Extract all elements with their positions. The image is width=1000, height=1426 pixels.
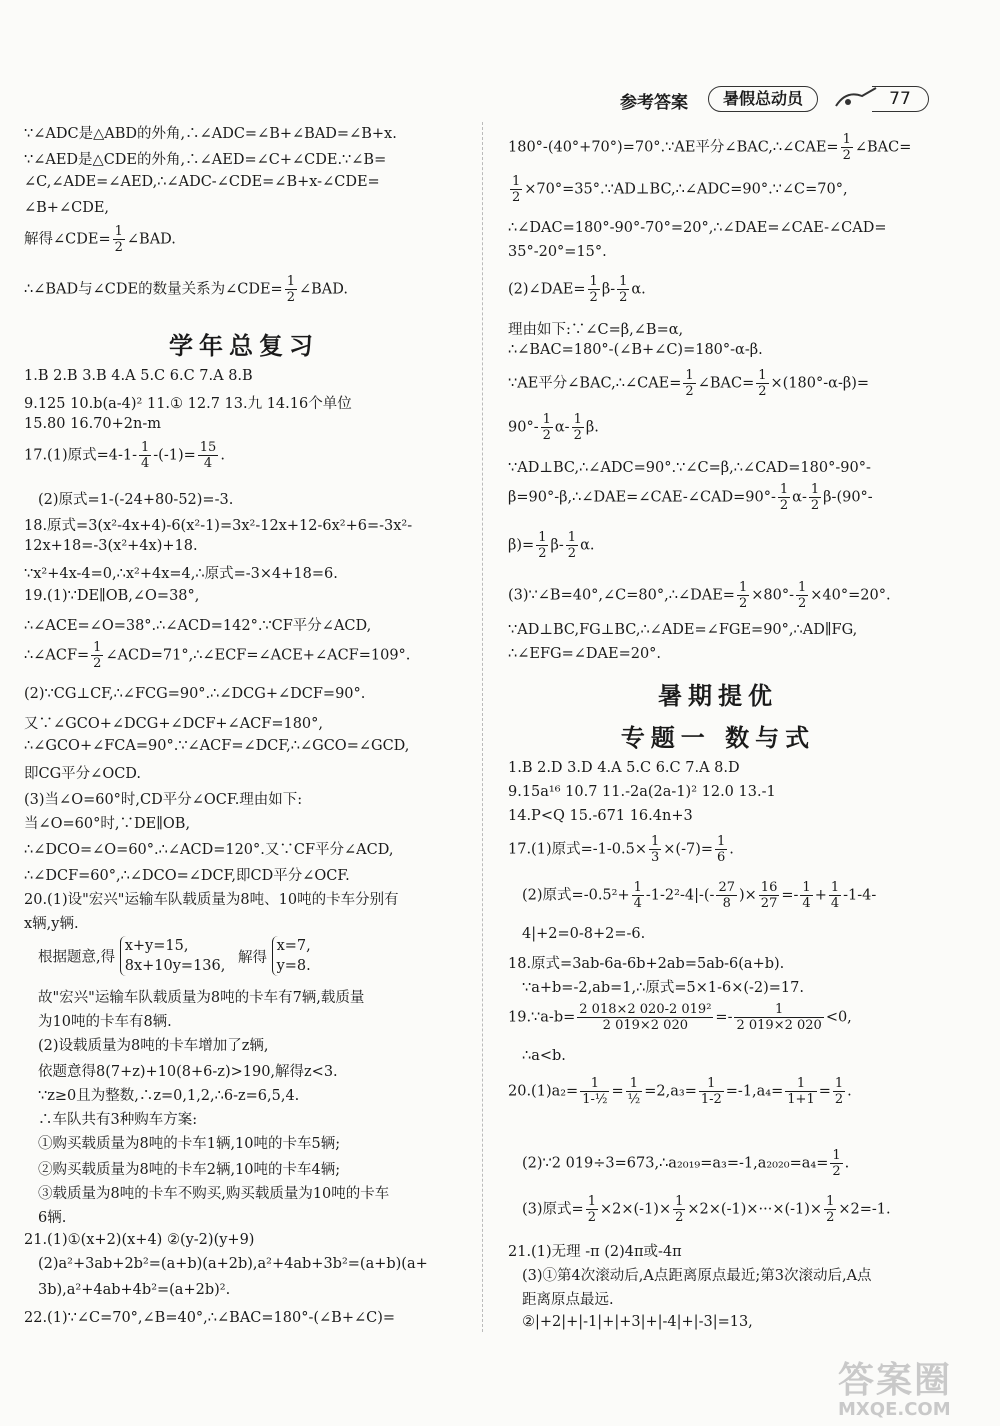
fraction: $\frac{27}{8}$ xyxy=(718,880,735,911)
answer-row: 1.B 2.D 3.D 4.A 5.C 6.C 7.A 8.D xyxy=(508,760,740,776)
text-line: ∴∠ACE=∠O=38°.∴∠ACD=142°.∵CF平分∠ACD, xyxy=(24,618,372,634)
text-line: β)= $\frac{1}{2}$ β- $\frac{1}{2}$ α. xyxy=(508,530,595,561)
header-series-title: 暑假总动员 xyxy=(708,86,818,112)
text-line: ∠C,∠ADE=∠AED,∴∠ADC-∠CDE=∠B+x-∠CDE= xyxy=(24,174,380,190)
text-line: (2)设载质量为8吨的卡车增加了z辆, xyxy=(38,1038,269,1054)
fraction: $\frac{1}{2}$ xyxy=(832,1148,841,1179)
text-line: ∵z≥0且为整数,∴z=0,1,2,∴6-z=6,5,4. xyxy=(38,1088,300,1104)
fraction: $\frac{1}{2}$ xyxy=(826,1194,835,1225)
fraction: $\frac{1}{2}$ xyxy=(587,1194,596,1225)
text-line: (2)∠DAE= $\frac{1}{2}$ β- $\frac{1}{2}$ α. xyxy=(508,274,646,305)
text-line: 当∠O=60°时,∵DE∥OB, xyxy=(24,816,191,832)
fraction: $\frac{1}{2}$ xyxy=(758,368,767,399)
text-line: (3)①第4次滚动后,A点距离原点最近;第3次滚动后,A点 xyxy=(522,1268,872,1284)
text-line: 22.(1)∵∠C=70°,∠B=40°,∴∠BAC=180°-(∠B+∠C)= xyxy=(24,1310,396,1326)
answer-row: 15.80 16.70+2n-m xyxy=(24,416,161,432)
section-title: 暑期提优 xyxy=(658,682,778,710)
watermark-logo: 答案圈 MXQE.COM xyxy=(838,1360,953,1420)
fraction: $\frac{1}{2}$ xyxy=(619,274,628,305)
text-line: ③载质量为8吨的卡车不购买,购买载质量为10吨的卡车 xyxy=(38,1186,390,1202)
text-line: ②购买载质量为8吨的卡车2辆,10吨的卡车4辆; xyxy=(38,1162,341,1178)
fraction: $\frac{1}{2}$ xyxy=(567,530,577,561)
fraction: $\frac{1}{2}$ xyxy=(685,368,694,399)
fraction: $\frac{1}{4}$ xyxy=(633,880,642,911)
fraction: $\frac{1}{2}$ xyxy=(834,1076,844,1107)
text-line: ①购买载质量为8吨的卡车1辆,10吨的卡车5辆; xyxy=(38,1136,341,1152)
text-line: (2)a²+3ab+2b²=(a+b)(a+2b),a²+4ab+3b²=(a+b)(a+ xyxy=(38,1256,428,1272)
text-line: ∴∠DCF=60°,∴∠DCO=∠DCF,即CD平分∠OCF. xyxy=(24,868,350,884)
section-title: 学年总复习 xyxy=(169,332,319,360)
text-line: x辆,y辆. xyxy=(24,916,79,932)
text-line: ∵AE平分∠BAC,∴∠CAE= $\frac{1}{2}$ ∠BAC= $\frac{1}{2}$ ×(180°-α-β)= xyxy=(508,368,870,399)
fraction: $\frac{1}{2}$ xyxy=(589,274,598,305)
answer-row: 9.125 10.b(a-4)² 11.① 12.7 13.九 14.16个单位 xyxy=(24,396,352,412)
text-line: 距离原点最远. xyxy=(522,1292,614,1308)
page-header xyxy=(600,86,930,114)
text-line: (2)∵2 019÷3=673,∴a₂₀₁₉=a₃=-1,a₂₀₂₀=a₄= $\frac{1}{2}$ . xyxy=(522,1148,850,1179)
text-line: ②|+2|+|-1|+|+3|+|-4|+|-3|=13, xyxy=(522,1314,753,1330)
answer-row: 1.B 2.B 3.B 4.A 5.C 6.C 7.A 8.B xyxy=(24,368,253,384)
text-line: ∴∠BAC=180°-(∠B+∠C)=180°-α-β. xyxy=(508,342,763,358)
text-line: (3)原式= $\frac{1}{2}$ ×2×(-1)× $\frac{1}{2}$ ×2×(-1)×···×(-1)× $\frac{1}{2}$ ×2=-1. xyxy=(522,1194,891,1225)
fraction: $\frac{1}{2}$ xyxy=(797,580,807,611)
text-line: (2)∵CG⊥CF,∴∠FCG=90°.∴∠DCG+∠DCF=90°. xyxy=(24,686,366,702)
text-line: (2)原式=1-(-24+80-52)=-3. xyxy=(38,492,234,508)
column-divider xyxy=(482,122,483,1332)
text-line: 20.(1)设"宏兴"运输车队载质量为8吨、10吨的卡车分别有 xyxy=(24,892,399,908)
fraction: $\frac{1}{2}$ xyxy=(675,1194,684,1225)
text-line: 21.(1)①(x+2)(x+4) ②(y-2)(y+9) xyxy=(24,1232,255,1248)
text-line: 故"宏兴"运输车队载质量为8吨的卡车有7辆,载质量 xyxy=(38,990,365,1006)
text-line: 21.(1)无理 -π (2)4π或-4π xyxy=(508,1244,682,1260)
text-line: ∵∠AED是△CDE的外角,∴∠AED=∠C+∠CDE.∵∠B= xyxy=(24,152,387,168)
text-line: 17.(1)原式=4-1- $\frac{1}{4}$ -(-1)= $\frac{15}{4}$ . xyxy=(24,440,225,471)
text-line: ∴车队共有3种购车方案: xyxy=(38,1112,198,1128)
text-line: β=90°-β,∴∠DAE=∠CAE-∠CAD=90°- $\frac{1}{2}$ α- $\frac{1}{2}$ β-(90°- xyxy=(508,482,873,513)
fraction: $\frac{1}{2}$ xyxy=(779,482,789,513)
text-line: 18.原式=3(x²-4x+4)-6(x²-1)=3x²-12x+12-6x²+6=-3x²- xyxy=(24,518,413,534)
fraction: $\frac{1}{6}$ xyxy=(717,834,726,865)
fraction: $\frac{1}{1-2}$ xyxy=(700,1076,722,1107)
fraction: $\frac{1}{2 019\times 2 020}$ xyxy=(736,1002,822,1033)
text-line: ∴∠BAD与∠CDE的数量关系为∠CDE= $\frac{1}{2}$ ∠BAD. xyxy=(24,274,348,305)
text-line: ∵AD⊥BC,FG⊥BC,∴∠ADE=∠FGE=90°,∴AD∥FG, xyxy=(508,622,858,638)
fraction: $\frac{1}{2}$ xyxy=(738,580,748,611)
fraction: $\frac{1}{2}$ xyxy=(286,274,295,305)
fraction: $\frac{1}{2}$ xyxy=(538,530,547,561)
fraction: $\frac{1}{4}$ xyxy=(830,880,840,911)
text-line: ∴∠DAC=180°-90°-70°=20°,∴∠DAE=∠CAE-∠CAD= xyxy=(508,220,887,236)
text-line: ∵a+b=-2,ab=1,∴原式=5×1-6×(-2)=17. xyxy=(522,980,804,996)
page-number: 77 xyxy=(872,86,929,112)
text-line: ∴∠EFG=∠DAE=20°. xyxy=(508,646,662,662)
text-line: ∴a<b. xyxy=(522,1048,566,1064)
text-line: 解得∠CDE= $\frac{1}{2}$ ∠BAD. xyxy=(24,224,176,255)
text-line: 35°-20°=15°. xyxy=(508,244,607,260)
text-line: 理由如下:∵∠C=β,∠B=α, xyxy=(508,322,684,338)
text-line: 20.(1)a₂= $\frac{1}{\text{1-½}}$ = $\frac{1}{\text{½}}$ =2,a₃= $\frac{1}{1-2}$ =-1,a₄= $\frac{1}{1+1}$ = $\frac{1}{2}$ . xyxy=(508,1076,852,1107)
text-line: 18.原式=3ab-6a-6b+2ab=5ab-6(a+b). xyxy=(508,956,785,972)
text-line: (3)∵∠B=40°,∠C=80°,∴∠DAE= $\frac{1}{2}$ ×80°- $\frac{1}{2}$ ×40°=20°. xyxy=(508,580,891,611)
text-line: (3)当∠O=60°时,CD平分∠OCF.理由如下: xyxy=(24,792,303,808)
text-line: 依题意得8(7+z)+10(8+6-z)>190,解得z<3. xyxy=(38,1064,338,1080)
text-line: 4|+2=0-8+2=-6. xyxy=(522,926,646,942)
fraction: $\frac{1}{2}$ xyxy=(93,640,102,671)
fraction: $\frac{1}{2}$ xyxy=(573,412,582,443)
text-line: ∵x²+4x-4=0,∴x²+4x=4,∴原式=-3×4+18=6. xyxy=(24,566,338,582)
fraction: $\frac{1}{\text{½}}$ xyxy=(627,1076,641,1107)
text-line: ∴∠GCO+∠FCA=90°.∵∠ACF=∠DCF,∴∠GCO=∠GCD, xyxy=(24,738,410,754)
text-line: ∴∠DCO=∠O=60°.∴∠ACD=120°.又∵CF平分∠ACD, xyxy=(24,842,394,858)
text-line: $\frac{1}{2}$ ×70°=35°.∵AD⊥BC,∴∠ADC=90°.∵∠C=70°, xyxy=(512,174,848,205)
header-answers-label: 参考答案 xyxy=(620,93,688,113)
equation-system: 根据题意,得 x+y=15, 8x+10y=136, 解得 x=7, y=8. xyxy=(38,938,311,974)
fraction: $\frac{1}{4}$ xyxy=(802,880,811,911)
fraction: $\frac{1}{\text{1-½}}$ xyxy=(582,1076,608,1107)
answer-row: 9.15a¹⁶ 10.7 11.-2a(2a-1)² 12.0 13.-1 xyxy=(508,784,776,800)
fraction: $\frac{15}{4}$ xyxy=(199,440,217,471)
fraction: $\frac{1}{3}$ xyxy=(650,834,660,865)
text-line: 17.(1)原式=-1-0.5× $\frac{1}{3}$ ×(-7)= $\frac{1}{6}$ . xyxy=(508,834,734,865)
text-line: ∠B+∠CDE, xyxy=(24,200,110,216)
fraction: $\frac{1}{4}$ xyxy=(141,440,150,471)
text-line: 3b),a²+4ab+4b²=(a+2b)². xyxy=(38,1282,231,1298)
text-line: (2)原式=-0.5²+ $\frac{1}{4}$ -1-2²-4|-(- $\frac{27}{8}$ )× $\frac{16}{27}$ =- $\frac{1}{4}$ + $\frac{1}{4}$ -1-4- xyxy=(522,880,877,911)
fraction: $\frac{1}{2}$ xyxy=(842,132,851,163)
text-line: ∵∠ADC是△ABD的外角,∴∠ADC=∠B+∠BAD=∠B+x. xyxy=(24,126,397,142)
fraction: $\frac{16}{27}$ xyxy=(760,880,778,911)
topic-title: 专题一 数与式 xyxy=(620,724,816,752)
text-line: 19.(1)∵DE∥OB,∠O=38°, xyxy=(24,588,200,604)
answer-row: 14.P<Q 15.-671 16.4n+3 xyxy=(508,808,693,824)
fraction: $\frac{1}{2}$ xyxy=(114,224,123,255)
text-line: ∴∠ACF= $\frac{1}{2}$ ∠ACD=71°,∴∠ECF=∠ACE+∠ACF=109°. xyxy=(24,640,411,671)
fraction: $\frac{1}{2}$ xyxy=(512,174,521,205)
fraction: $\frac{1}{2}$ xyxy=(542,412,551,443)
text-line: 又∵∠GCO+∠DCG+∠DCF+∠ACF=180°, xyxy=(24,716,324,732)
fraction: $\frac{1}{1+1}$ xyxy=(787,1076,815,1107)
fraction: $\frac{1}{2}$ xyxy=(810,482,820,513)
text-line: 为10吨的卡车有8辆. xyxy=(38,1014,172,1030)
text-line: 即CG平分∠OCD. xyxy=(24,766,142,782)
text-line: 12x+18=-3(x²+4x)+18. xyxy=(24,538,198,554)
text-line: 180°-(40°+70°)=70°.∵AE平分∠BAC,∴∠CAE= $\frac{1}{2}$ ∠BAC= xyxy=(508,132,912,163)
text-line: ∵AD⊥BC,∴∠ADC=90°.∵∠C=β,∴∠CAD=180°-90°- xyxy=(508,460,871,476)
text-line: 19.∵a-b= $\frac{\text{2 018×2 020-2 019²}}{2 019\times 2 020}$ =- $\frac{1}{2 019\times 2 020}$ <0, xyxy=(508,1002,852,1033)
text-line: 6辆. xyxy=(38,1210,67,1226)
fraction: $\frac{\text{2 018×2 020-2 019²}}{2 019\times 2 020}$ xyxy=(579,1002,712,1033)
text-line: 90°- $\frac{1}{2}$ α- $\frac{1}{2}$ β. xyxy=(508,412,599,443)
